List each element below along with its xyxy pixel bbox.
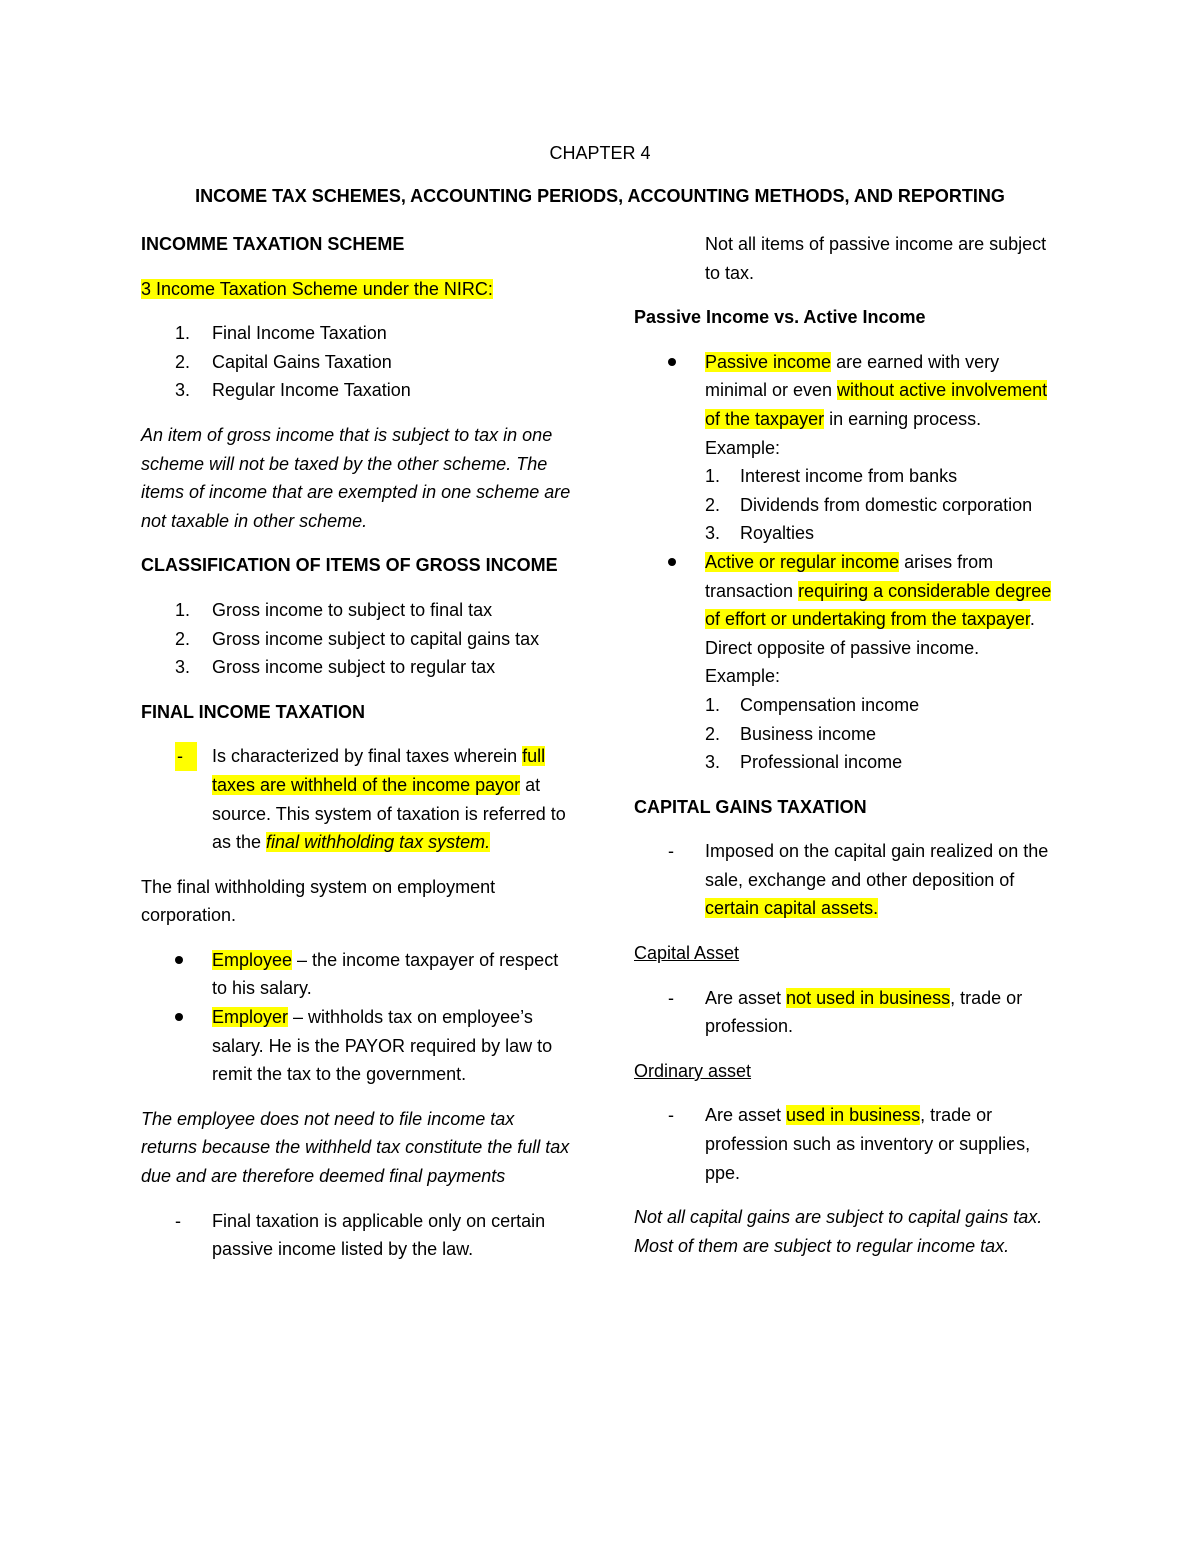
list-item: 2. Business income [705,723,877,744]
list-item: 2. Gross income subject to capital gains tax [175,628,540,649]
employment-bullets [141,946,571,1089]
list-item: 1. Final Income Taxation [175,323,387,344]
active-example-label: Example: [705,666,781,687]
active-income-bullet: Active or regular income arises from transaction requiring a considerable degree of effort or undertaking from the taxpayer. Direct opposite of passive income. [634,548,1064,662]
schemes-note: An item of gross income that is subject to tax in one scheme will not be taxed by the other scheme. The items of income that are exempted in one scheme are not taxable in other scheme. [141,424,571,531]
capital-gains-note: Not all capital gains are subject to capital gains tax. Most of them are subject to regular income tax. [634,1207,1043,1256]
capital-asset-heading: Capital Asset [634,943,740,964]
passive-note: Not all items of passive income are subject to tax. [705,234,1047,283]
list-item: Employee – the income taxpayer of respect to his salary. [141,946,571,1003]
section-heading-final: FINAL INCOME TAXATION [141,701,365,722]
section-heading-cgt: CAPITAL GAINS TAXATION [634,796,867,817]
list-item: 3. Regular Income Taxation [175,380,411,401]
chapter-label: CHAPTER 4 [549,143,651,163]
passive-example-label: Example: [705,437,781,458]
section-heading-passive-active: Passive Income vs. Active Income [634,307,926,328]
schemes-intro-text: 3 Income Taxation Scheme under the NIRC: [141,278,493,299]
active-examples [634,691,1064,777]
final-note-item: - Final taxation is applicable only on certain passive income listed by the law. [175,1210,546,1260]
list-item: 1. Gross income to subject to final tax [175,599,493,620]
classification-list [141,596,571,682]
ordinary-asset-item: - Are asset used in business, trade or profession such as inventory or supplies, ppe. [668,1105,1031,1183]
schemes-intro [141,275,571,304]
list-item: 2. Capital Gains Taxation [175,351,392,372]
cgt-item: - Imposed on the capital gain realized on the sale, exchange and other deposition of certain capital assets. [668,841,1049,919]
passive-examples [634,462,1064,548]
section-heading-scheme: INCOMME TAXATION SCHEME [141,234,405,254]
list-item: 1. Interest income from banks [705,466,958,487]
list-item: Employer – withholds tax on employee’s salary. He is the PAYOR required by law to remit the tax to the government. [141,1003,571,1089]
schemes-list [141,319,571,405]
list-item: 1. Compensation income [705,694,920,715]
list-item: 3. Professional income [705,752,903,773]
chapter-title: INCOME TAX SCHEMES, ACCOUNTING PERIODS, ACCOUNTING METHODS, AND REPORTING [195,186,1005,206]
ordinary-asset-heading: Ordinary asset [634,1060,752,1081]
employee-note: The employee does not need to file income tax returns because the withheld tax constitute the full tax due and are therefore deemed final payments [141,1108,570,1187]
employment-intro: The final withholding system on employment corporation. [141,876,496,926]
right-column [634,230,1064,1260]
left-column [141,230,571,1264]
list-item: 3. Gross income subject to regular tax [175,657,496,678]
final-taxation-item: - Is characterized by final taxes wherein full taxes are withheld of the income payor at source. This system of taxation is referred to as the final withholding tax system. [141,742,571,856]
section-heading-classification: CLASSIFICATION OF ITEMS OF GROSS INCOME [141,555,558,576]
capital-asset-item: - Are asset not used in business, trade or profession. [668,987,1023,1037]
passive-income-bullet: Passive income are earned with very minimal or even without active involvement of the taxpayer in earning process. [634,348,1064,434]
list-item: 2. Dividends from domestic corporation [705,494,1033,515]
list-item: 3. Royalties [705,523,815,544]
